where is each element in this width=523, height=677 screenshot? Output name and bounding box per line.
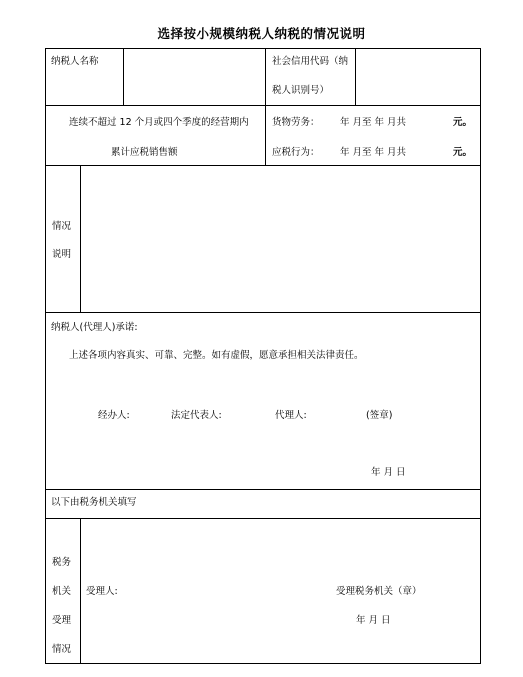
goods-services-yuan: 元。 bbox=[453, 117, 473, 128]
credit-code-field[interactable] bbox=[362, 56, 474, 96]
situation-label-line1: 情况 bbox=[52, 221, 72, 232]
agent-label: 代理人: bbox=[275, 410, 307, 421]
tax-office-label-line2: 机关 bbox=[52, 586, 72, 597]
col-divider bbox=[123, 48, 124, 106]
credit-code-label-line2: 税人识别号） bbox=[272, 85, 330, 96]
legal-representative-label: 法定代表人: bbox=[171, 410, 222, 421]
receiving-office-label: 受理税务机关（章） bbox=[336, 586, 422, 597]
taxable-activity-period[interactable]: 年 月至 年 月共 bbox=[340, 147, 407, 158]
handler-label: 经办人: bbox=[98, 410, 130, 421]
tax-office-date[interactable]: 年 月 日 bbox=[356, 615, 391, 626]
col-divider bbox=[265, 48, 266, 106]
situation-label-line2: 说明 bbox=[52, 249, 72, 260]
goods-services-period[interactable]: 年 月至 年 月共 bbox=[340, 117, 407, 128]
taxable-activity-label: 应税行为： bbox=[272, 147, 320, 158]
table-bottom-border bbox=[45, 663, 481, 664]
col-divider bbox=[265, 105, 266, 166]
taxable-activity-yuan: 元。 bbox=[453, 147, 473, 158]
row-divider bbox=[45, 312, 481, 313]
table-top-border bbox=[45, 48, 481, 49]
table-left-border bbox=[45, 48, 46, 664]
situation-content-field[interactable] bbox=[86, 170, 474, 306]
goods-services-label: 货物劳务： bbox=[272, 117, 320, 128]
tax-office-label-line3: 受理 bbox=[52, 615, 72, 626]
tax-office-label-line4: 情况 bbox=[52, 644, 72, 655]
commitment-date[interactable]: 年 月 日 bbox=[371, 467, 406, 478]
row-divider bbox=[45, 489, 481, 490]
receiver-label: 受理人: bbox=[86, 586, 118, 597]
tax-office-label-line1: 税务 bbox=[52, 557, 72, 568]
sales-period-label-line2: 累计应税销售额 bbox=[111, 147, 178, 158]
table-right-border bbox=[480, 48, 481, 664]
document-title: 选择按小规模纳税人纳税的情况说明 bbox=[157, 26, 366, 41]
taxpayer-name-field[interactable] bbox=[130, 56, 258, 96]
commitment-heading: 纳税人(代理人)承诺: bbox=[51, 322, 138, 333]
row-divider bbox=[45, 165, 481, 166]
commitment-statement: 上述各项内容真实、可靠、完整。如有虚假，愿意承担相关法律责任。 bbox=[69, 350, 364, 361]
credit-code-label-line1: 社会信用代码（纳 bbox=[272, 56, 349, 67]
tax-office-heading: 以下由税务机关填写 bbox=[51, 497, 137, 508]
seal-label: (签章) bbox=[366, 410, 393, 421]
col-divider bbox=[355, 48, 356, 106]
taxpayer-name-label: 纳税人名称 bbox=[51, 56, 99, 67]
row-divider bbox=[45, 518, 481, 519]
col-divider bbox=[80, 165, 81, 313]
row-divider bbox=[45, 105, 481, 106]
sales-period-label-line1: 连续不超过 12 个月或四个季度的经营期内 bbox=[69, 117, 249, 128]
col-divider bbox=[80, 518, 81, 664]
